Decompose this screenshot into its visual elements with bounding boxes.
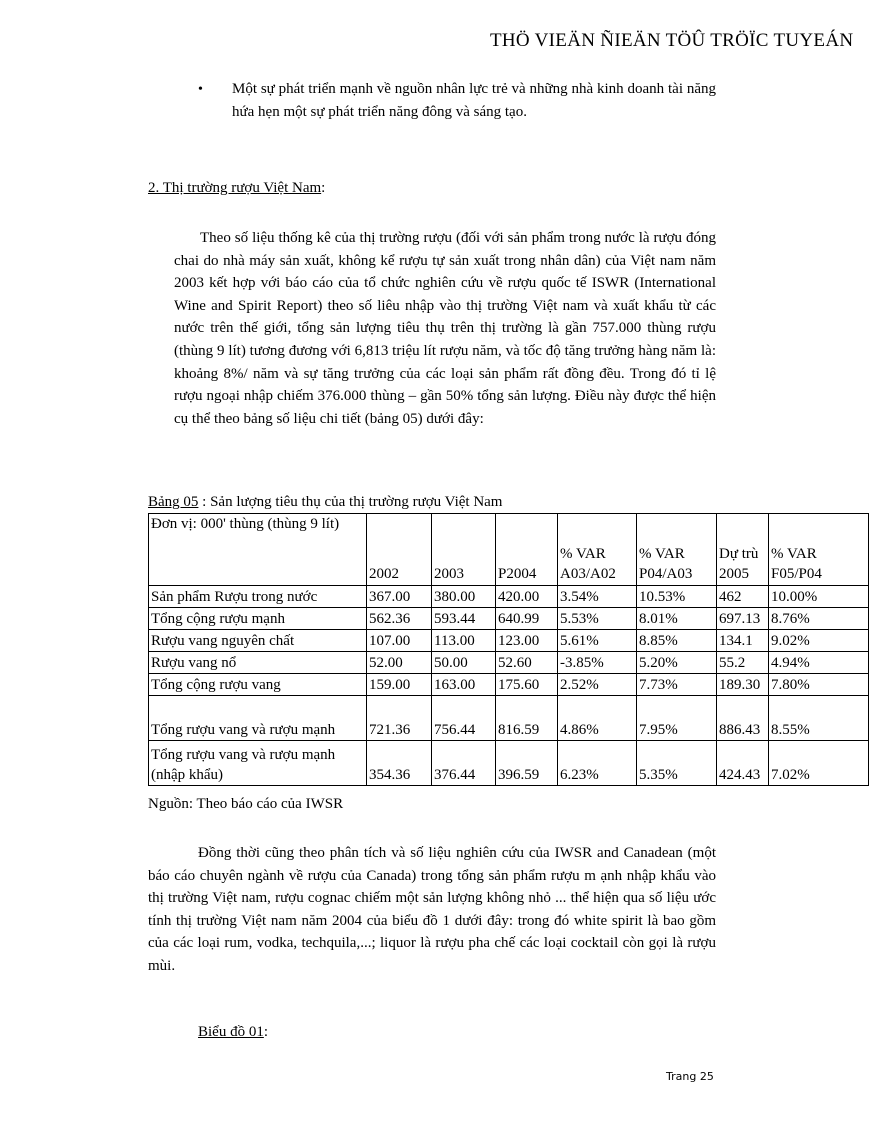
table-cell: 816.59: [496, 696, 558, 741]
table-cell: Sản phẩm Rượu trong nước: [149, 586, 367, 608]
table-cell: Tổng rượu vang và rượu mạnh (nhập khẩu): [149, 741, 367, 786]
table-cell: 52.00: [367, 652, 432, 674]
table-row: [149, 586, 869, 608]
table-caption-text: : Sản lượng tiêu thụ của thị trường rượu Việt Nam: [198, 494, 503, 510]
table-cell: 9.02%: [769, 630, 869, 652]
table-cell: 562.36: [367, 608, 432, 630]
table-cell: 721.36: [367, 696, 432, 741]
table-header-cell: % VAR F05/P04: [769, 514, 869, 586]
table-cell: 367.00: [367, 586, 432, 608]
table-row: [149, 608, 869, 630]
table-cell: 163.00: [432, 674, 496, 696]
table-cell: 354.36: [367, 741, 432, 786]
table-cell: 7.02%: [769, 741, 869, 786]
table-cell: 640.99: [496, 608, 558, 630]
section-heading-text: 2. Thị trường rượu Việt Nam: [148, 180, 322, 196]
table-header-cell: 2003: [432, 514, 496, 586]
table-cell: 376.44: [432, 741, 496, 786]
table-cell: 380.00: [432, 586, 496, 608]
table-cell: 697.13: [717, 608, 769, 630]
table-cell: 107.00: [367, 630, 432, 652]
table-cell: 5.35%: [637, 741, 717, 786]
table-cell: 159.00: [367, 674, 432, 696]
table-cell: 462: [717, 586, 769, 608]
table-cell: 4.94%: [769, 652, 869, 674]
consumption-table: [148, 513, 869, 786]
table-cell: 175.60: [496, 674, 558, 696]
table-cell: Tổng rượu vang và rượu mạnh: [149, 696, 367, 741]
bullet-paragraph: Một sự phát triển mạnh về nguồn nhân lực trẻ và những nhà kinh doanh tài năng hứa hẹn một sự phát triển năng đông và sáng tạo.: [232, 81, 716, 120]
table-cell: 10.53%: [637, 586, 717, 608]
table-cell: 8.85%: [637, 630, 717, 652]
table-cell: 52.60: [496, 652, 558, 674]
table-caption: [148, 494, 502, 511]
table-cell: 113.00: [432, 630, 496, 652]
table-cell: 8.55%: [769, 696, 869, 741]
table-cell: 886.43: [717, 696, 769, 741]
table-cell: 123.00: [496, 630, 558, 652]
running-header-title: THÖ VIEÄN ÑIEÄN TÖÛ TRÖÏC TUYEÁN: [490, 30, 854, 51]
table-cell: 7.73%: [637, 674, 717, 696]
table-row: [149, 674, 869, 696]
table-cell: -3.85%: [558, 652, 637, 674]
table-cell: 55.2: [717, 652, 769, 674]
table-cell: 189.30: [717, 674, 769, 696]
table-cell: 10.00%: [769, 586, 869, 608]
chart-label-text: Biểu đồ 01: [198, 1024, 264, 1040]
table-cell: 424.43: [717, 741, 769, 786]
table-cell: 593.44: [432, 608, 496, 630]
table-cell: 4.86%: [558, 696, 637, 741]
bullet-dot: •: [198, 82, 203, 97]
table-cell: 420.00: [496, 586, 558, 608]
table-cell: 5.53%: [558, 608, 637, 630]
table-cell: 396.59: [496, 741, 558, 786]
table-header-cell: P2004: [496, 514, 558, 586]
table-header-row: [149, 514, 869, 586]
table-row: [149, 652, 869, 674]
table-header-cell: Dự trù 2005: [717, 514, 769, 586]
table-header-cell: % VAR P04/A03: [637, 514, 717, 586]
body-paragraph-2: Đồng thời cũng theo phân tích và số liệu nghiên cứu của IWSR and Canadean (một báo cáo chuyên ngành về rượu của Canada) trong tổng sản phẩm rượu m ạnh nhập khẩu vào thị trường Việt nam, rượu cognac chiếm một sản lượng không nhỏ ... thể hiện qua số liệu ước tính thị trường Việt nam năm 2004 của biểu đồ 1 dưới đây: trong đó white spirit là bao gồm của các loại rum, vodka, techquila,...; liquor là rượu pha chế các loại cocktail còn gọi là rượu mùi.: [148, 845, 716, 974]
table-cell: 8.76%: [769, 608, 869, 630]
chart-label-colon: :: [263, 1024, 269, 1040]
table-source: Nguồn: Theo báo cáo của IWSR: [148, 796, 344, 812]
table-cell: 3.54%: [558, 586, 637, 608]
table-cell: Rượu vang nguyên chất: [149, 630, 367, 652]
table-row: [149, 696, 869, 741]
table-cell: Tổng cộng rượu vang: [149, 674, 367, 696]
table-cell: 6.23%: [558, 741, 637, 786]
table-cell: 7.80%: [769, 674, 869, 696]
table-cell: 5.20%: [637, 652, 717, 674]
section-heading: [148, 180, 325, 197]
table-cell: 8.01%: [637, 608, 717, 630]
page-number: Trang 25: [666, 1070, 714, 1083]
table-row: [149, 630, 869, 652]
table-cell: 756.44: [432, 696, 496, 741]
chart-label: [198, 1024, 268, 1041]
table-cell: 134.1: [717, 630, 769, 652]
table-body: [149, 514, 869, 786]
table-cell: 50.00: [432, 652, 496, 674]
table-caption-label: Bảng 05: [148, 494, 199, 510]
table-cell: Tổng cộng rượu mạnh: [149, 608, 367, 630]
table-header-cell: Đơn vị: 000' thùng (thùng 9 lít): [149, 514, 367, 586]
table-cell: 7.95%: [637, 696, 717, 741]
table-header-cell: % VAR A03/A02: [558, 514, 637, 586]
table-cell: 5.61%: [558, 630, 637, 652]
table-cell: 2.52%: [558, 674, 637, 696]
table-header-cell: 2002: [367, 514, 432, 586]
body-paragraph-1: Theo số liệu thống kê của thị trường rượu (đối với sản phẩm trong nước là rượu đóng chai do nhà máy sản xuất, không kể rượu tự sản xuất trong nhân dân) của Việt nam năm 2003 kết hợp với báo cáo của tổ chức nghiên cứu về rượu quốc tế ISWR (International Wine and Spirit Report) theo số liêu nhập vào thị trường Việt nam và xuất khẩu từ các nước trên thế giới, tổng sản lượng tiêu thụ trên thị trường là gần 757.000 thùng rượu (thùng 9 lít) tương đương với 6,813 triệu lít rượu năm, và tốc độ tăng trưởng hàng năm là: khoảng 8%/ năm và sự tăng trưởng của các loại sản phẩm rất đồng đều. Trong đó tỉ lệ rượu ngoại nhập chiếm 376.000 thùng – gần 50% tổng sản lượng. Điều này được thể hiện cụ thể theo bảng số liệu chi tiết (bảng 05) dưới đây:: [174, 230, 716, 427]
table-row: [149, 741, 869, 786]
table-cell: Rượu vang nổ: [149, 652, 367, 674]
table-container: [148, 513, 822, 786]
section-heading-colon: :: [321, 180, 326, 196]
